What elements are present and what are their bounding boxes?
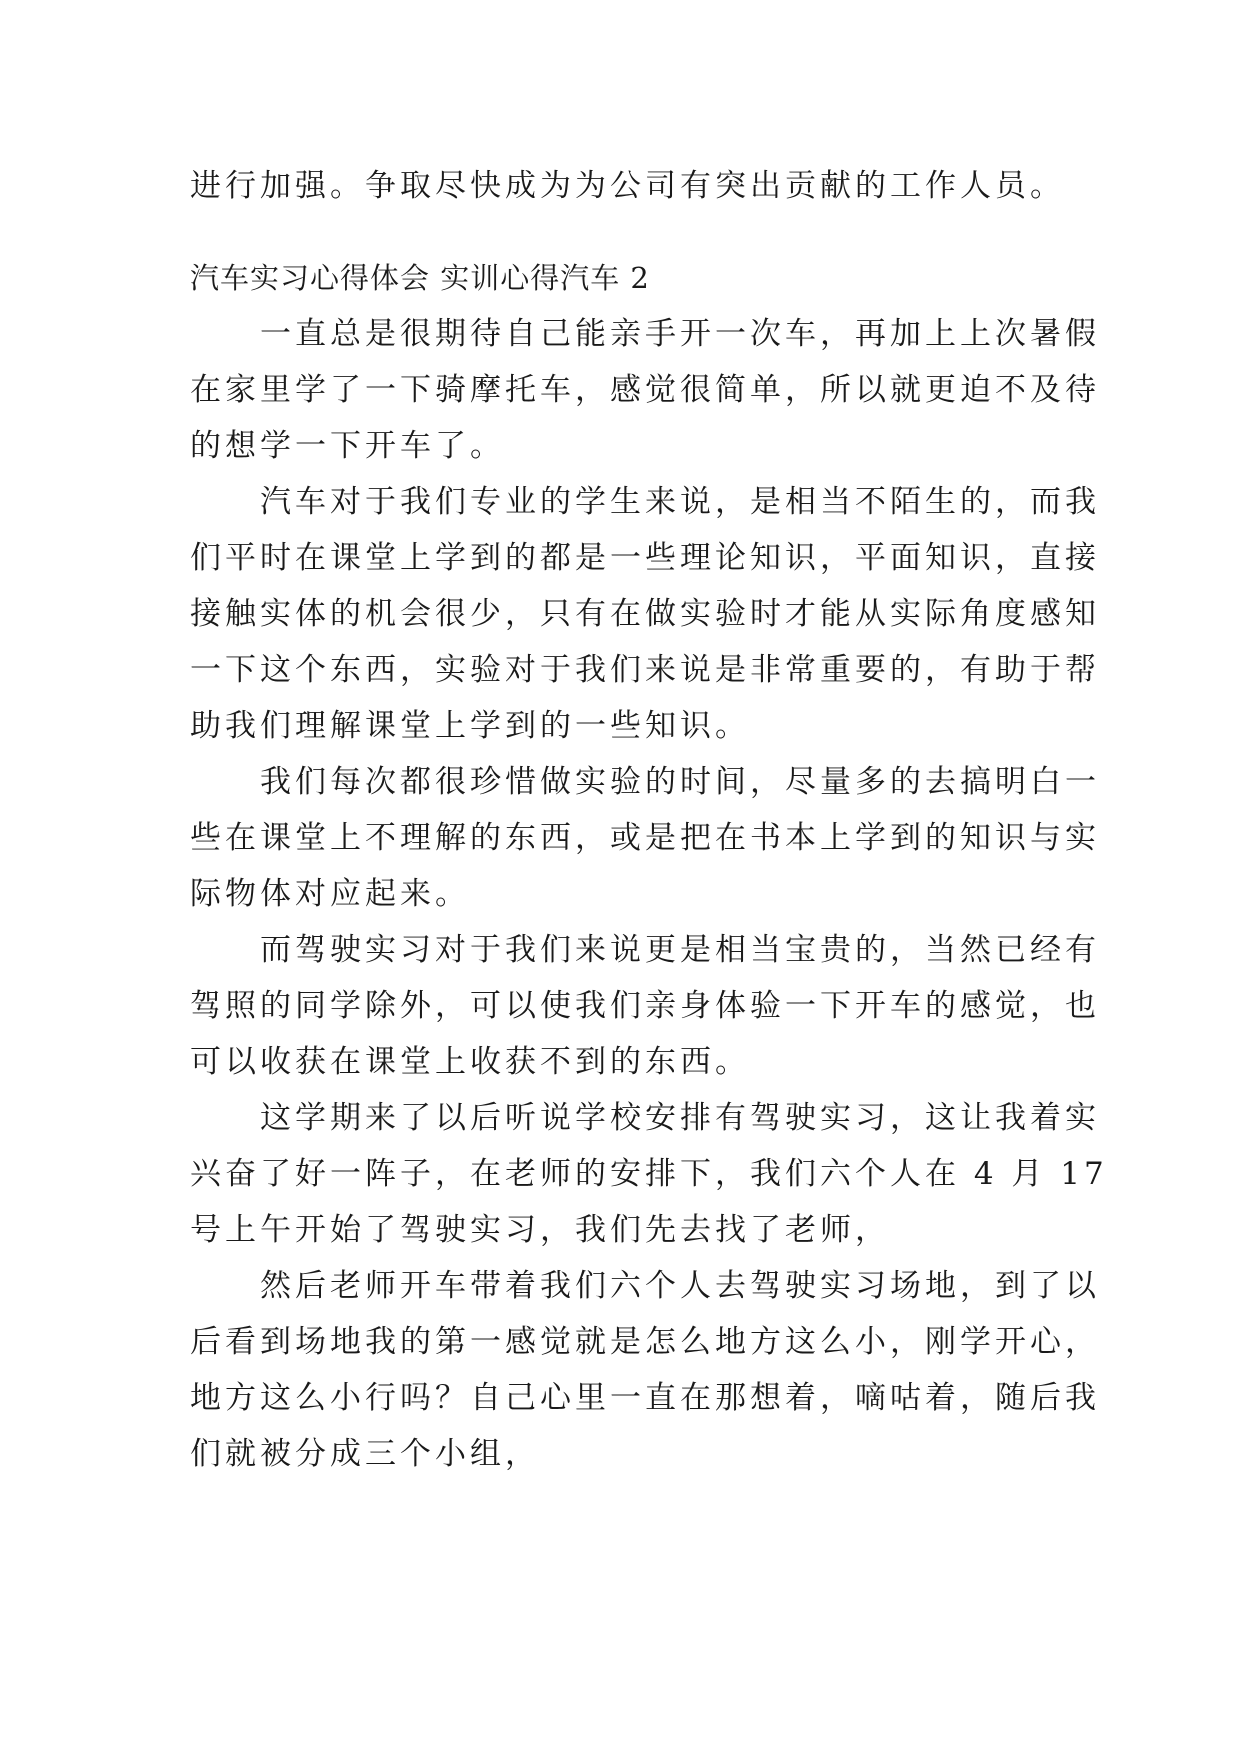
paragraph-line: 们平时在课堂上学到的都是一些理论知识，平面知识，直接 [190,540,1100,576]
paragraph-line: 然后老师开车带着我们六个人去驾驶实习场地，到了以 [260,1268,1100,1304]
paragraph [190,1090,1108,1258]
paragraph [190,474,1100,754]
paragraph [190,1258,1100,1482]
paragraph [190,922,1100,1090]
paragraph-line: 们就被分成三个小组， [190,1436,540,1472]
paragraph-line: 一直总是很期待自己能亲手开一次车，再加上上次暑假 [260,316,1100,352]
paragraph-line: 兴奋了好一阵子，在老师的安排下，我们六个人在 4 月 17 [190,1156,1108,1192]
paragraph-line: 地方这么小行吗？自己心里一直在那想着，嘀咕着，随后我 [190,1380,1100,1416]
paragraph-line: 后看到场地我的第一感觉就是怎么地方这么小，刚学开心， [190,1324,1100,1360]
paragraph-line: 号上午开始了驾驶实习，我们先去找了老师， [190,1212,890,1248]
paragraph-line: 接触实体的机会很少，只有在做实验时才能从实际角度感知 [190,596,1100,632]
paragraph-line: 而驾驶实习对于我们来说更是相当宝贵的，当然已经有 [260,932,1100,968]
paragraph-line: 际物体对应起来。 [190,876,470,912]
paragraph-line: 汽车对于我们专业的学生来说，是相当不陌生的，而我 [260,484,1100,520]
paragraph-line: 这学期来了以后听说学校安排有驾驶实习，这让我着实 [260,1100,1100,1136]
paragraph-line: 些在课堂上不理解的东西，或是把在书本上学到的知识与实 [190,820,1100,856]
paragraph-line: 助我们理解课堂上学到的一些知识。 [190,708,750,744]
paragraph-line: 我们每次都很珍惜做实验的时间，尽量多的去搞明白一 [260,764,1100,800]
paragraph-line: 在家里学了一下骑摩托车，感觉很简单，所以就更迫不及待 [190,372,1100,408]
paragraph-line: 可以收获在课堂上收获不到的东西。 [190,1044,750,1080]
body-paragraphs [190,306,1108,1482]
paragraph-line: 的想学一下开车了。 [190,428,505,464]
paragraph-line: 一下这个东西，实验对于我们来说是非常重要的，有助于帮 [190,652,1100,688]
paragraph [190,306,1100,474]
section-heading: 汽车实习心得体会 实训心得汽车 2 [190,261,650,295]
continuation-line: 进行加强。争取尽快成为为公司有突出贡献的工作人员。 [190,168,1065,204]
paragraph-line: 驾照的同学除外，可以使我们亲身体验一下开车的感觉，也 [190,988,1100,1024]
paragraph [190,754,1100,922]
